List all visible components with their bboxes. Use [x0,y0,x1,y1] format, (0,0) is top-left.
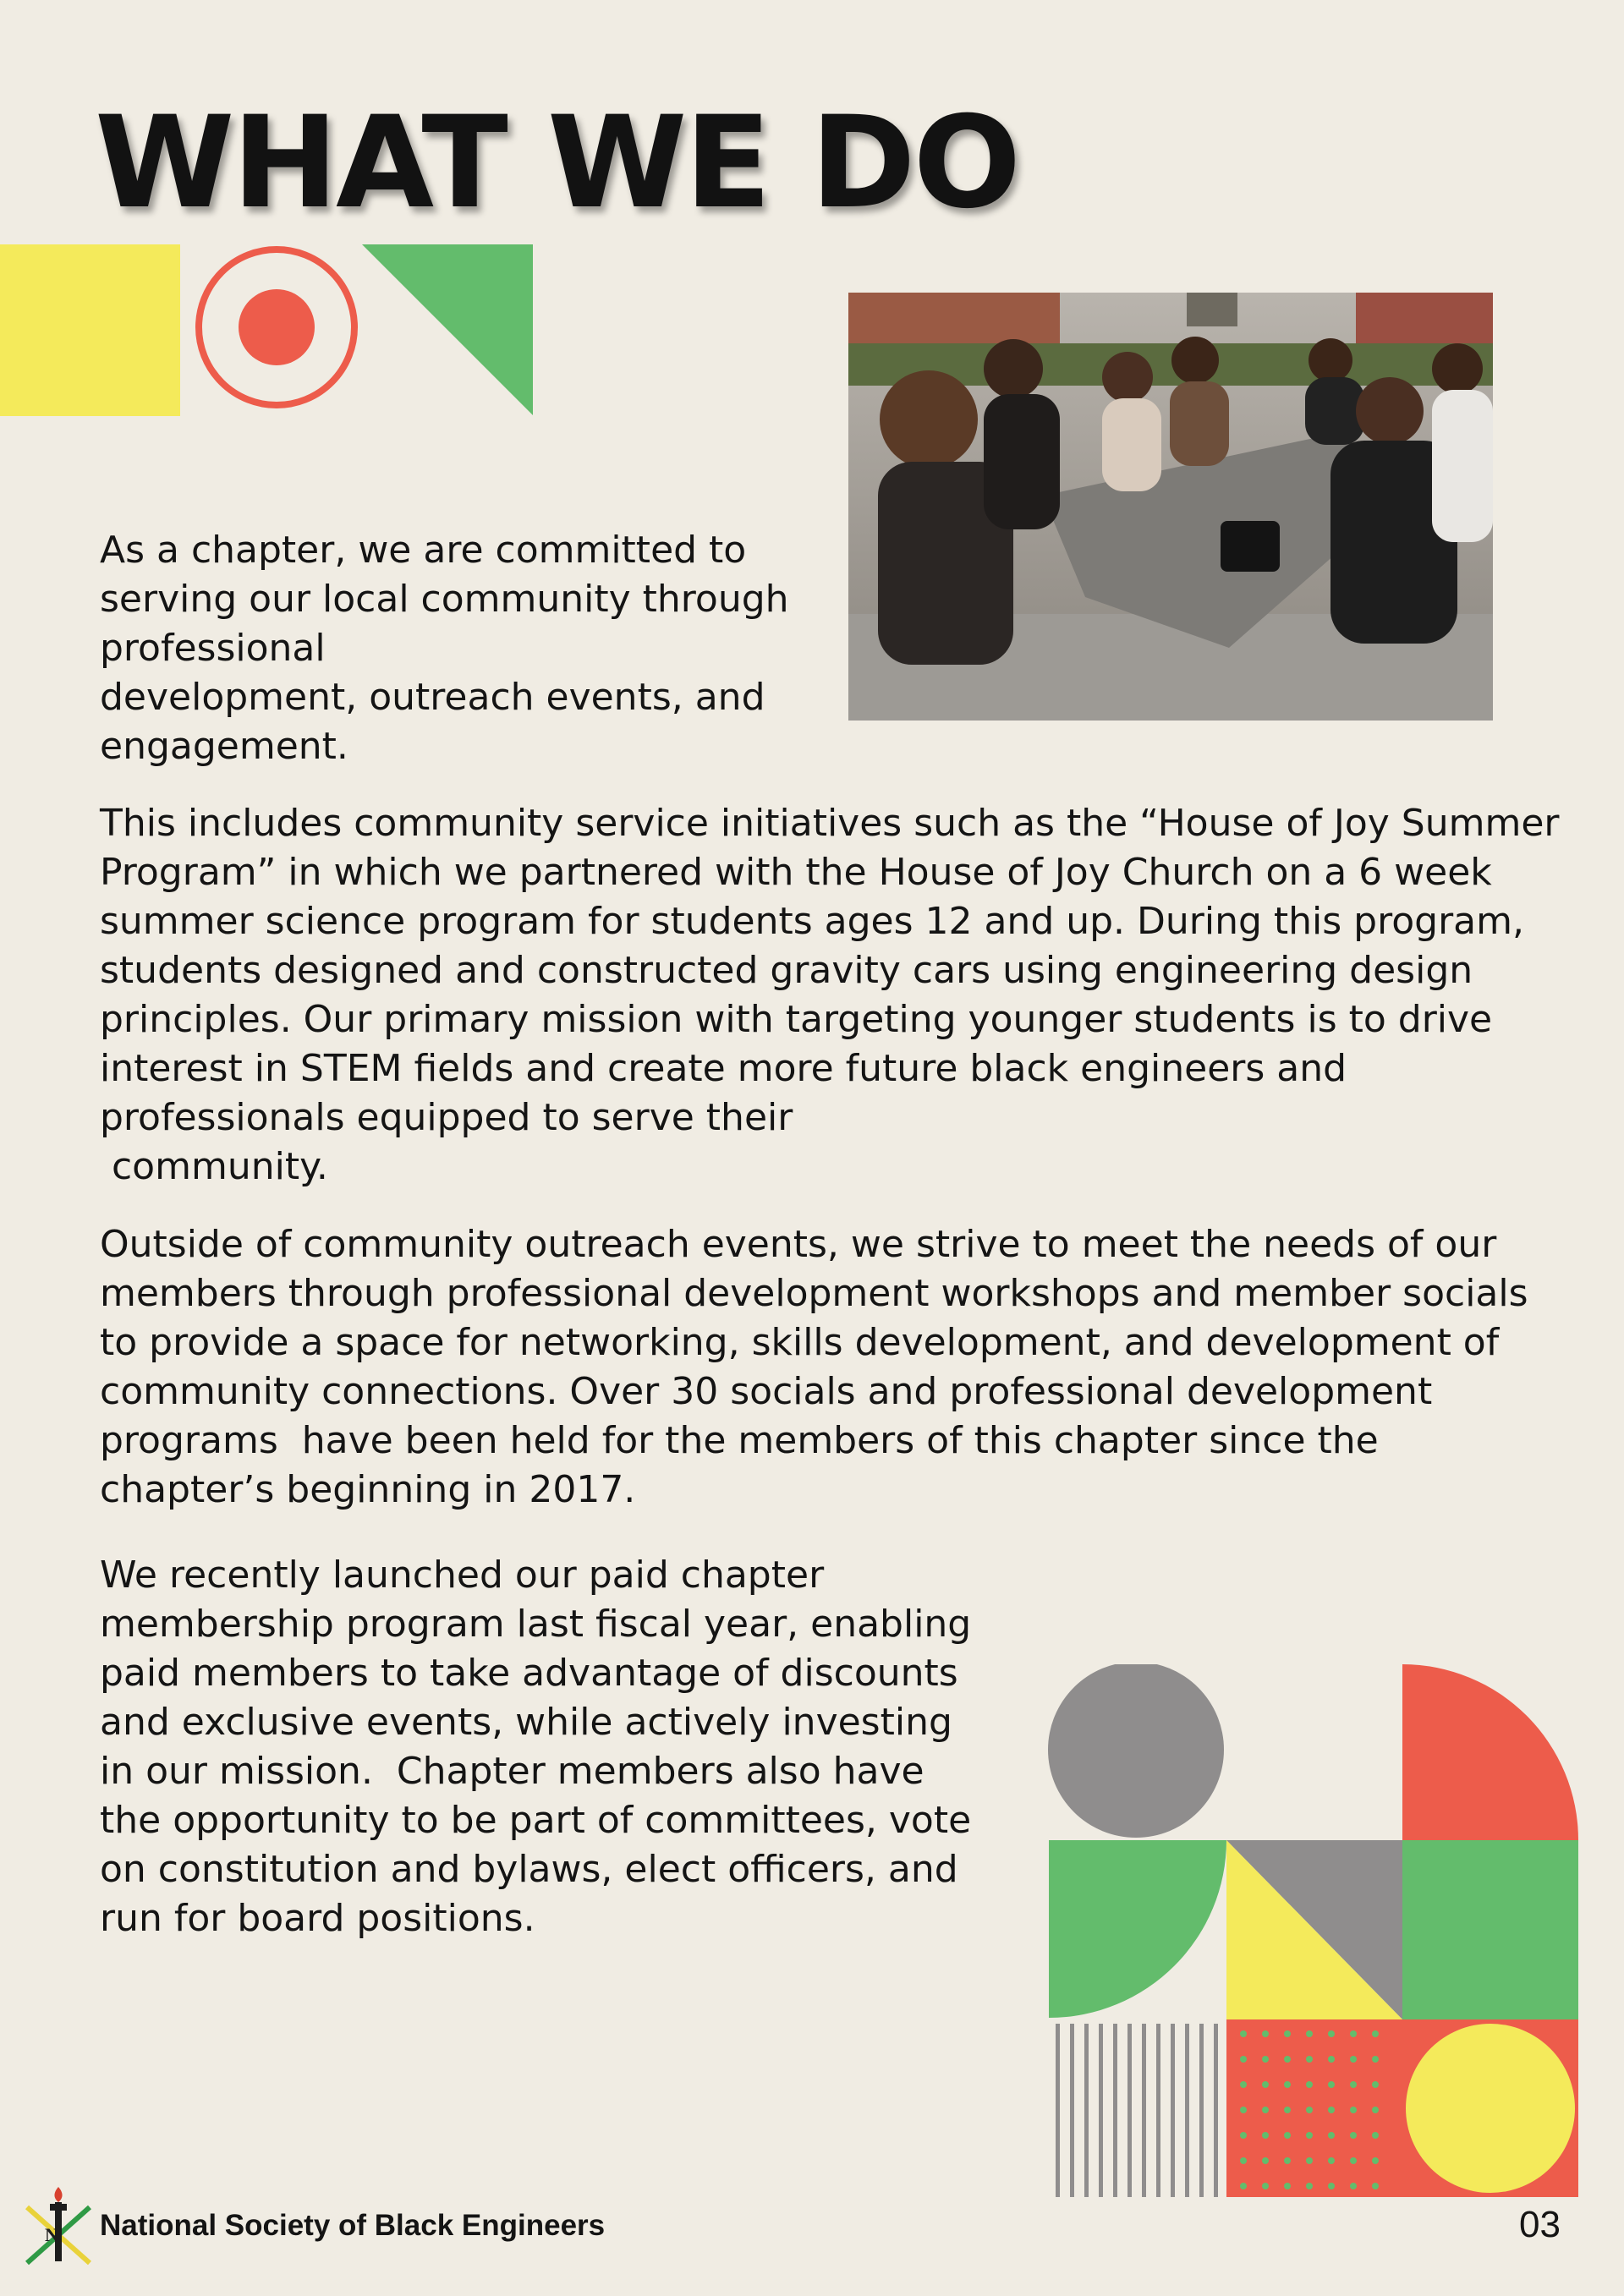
bottom-decorative-shapes [1047,1664,1582,2199]
text-line: run for board positions. [100,1897,535,1940]
yellow-square-shape [0,244,180,416]
members-paragraph [100,1220,1528,1515]
text-line: chapter’s beginning in 2017. [100,1468,636,1511]
group-photo [848,293,1493,721]
text-line: development, outreach events, and [100,676,765,719]
text-line: This includes community service initiatives such as the “House of Joy Summer [100,802,1560,845]
text-line: and exclusive events, while actively investing [100,1701,952,1744]
text-line: professional [100,627,326,670]
text-line: community. [100,1145,328,1188]
text-line: We recently launched our paid chapter [100,1553,825,1597]
green-quarter-circle-shape [1049,1840,1226,2018]
text-line: Outside of community outreach events, we strive to meet the needs of our [100,1223,1497,1266]
text-line: the opportunity to be part of committees, vote [100,1799,972,1842]
red-dot-shape [239,289,315,365]
text-line: students designed and constructed gravity cars using engineering design [100,949,1473,992]
text-line: As a chapter, we are committed to [100,529,747,572]
gray-stripes-shape [1056,2024,1218,2197]
red-quarter-circle-shape [1402,1664,1578,1840]
intro-paragraph [100,526,789,771]
text-line: membership program last fiscal year, enabling [100,1603,972,1646]
green-triangle-shape [362,244,533,415]
top-decorative-shapes [0,241,541,419]
text-line: Program” in which we partnered with the House of Joy Church on a 6 week [100,851,1492,894]
gray-circle-shape [1048,1664,1224,1838]
text-line: paid members to take advantage of discounts [100,1652,958,1695]
text-line: principles. Our primary mission with targeting younger students is to drive [100,998,1493,1041]
green-square-shape [1402,1840,1578,2019]
community-paragraph [100,799,1559,1192]
group-photo-icon [848,293,1493,721]
svg-text:N: N [45,2224,58,2245]
text-line: serving our local community through [100,578,789,621]
text-line: community connections. Over 30 socials and professional development [100,1370,1433,1413]
text-line: engagement. [100,725,348,768]
text-line: programs have been held for the members of this chapter since the [100,1419,1379,1462]
page-title: WHAT WE DO [95,90,1019,237]
text-line: professionals equipped to serve their [100,1096,793,1139]
text-line: summer science program for students ages 12 and up. During this program, [100,900,1524,943]
yellow-circle-shape [1406,2024,1575,2193]
text-line: interest in STEM fields and create more future black engineers and [100,1047,1347,1090]
text-line: in our mission. Chapter members also have [100,1750,924,1793]
text-line: to provide a space for networking, skills development, and development of [100,1321,1500,1364]
membership-paragraph [100,1551,971,1943]
text-line: members through professional development workshops and member socials [100,1272,1528,1315]
organization-name: National Society of Black Engineers [100,2209,606,2242]
nsbe-torch-logo-icon [24,2182,93,2270]
text-line: on constitution and bylaws, elect officers, and [100,1848,958,1891]
page-number: 03 [1519,2204,1561,2245]
